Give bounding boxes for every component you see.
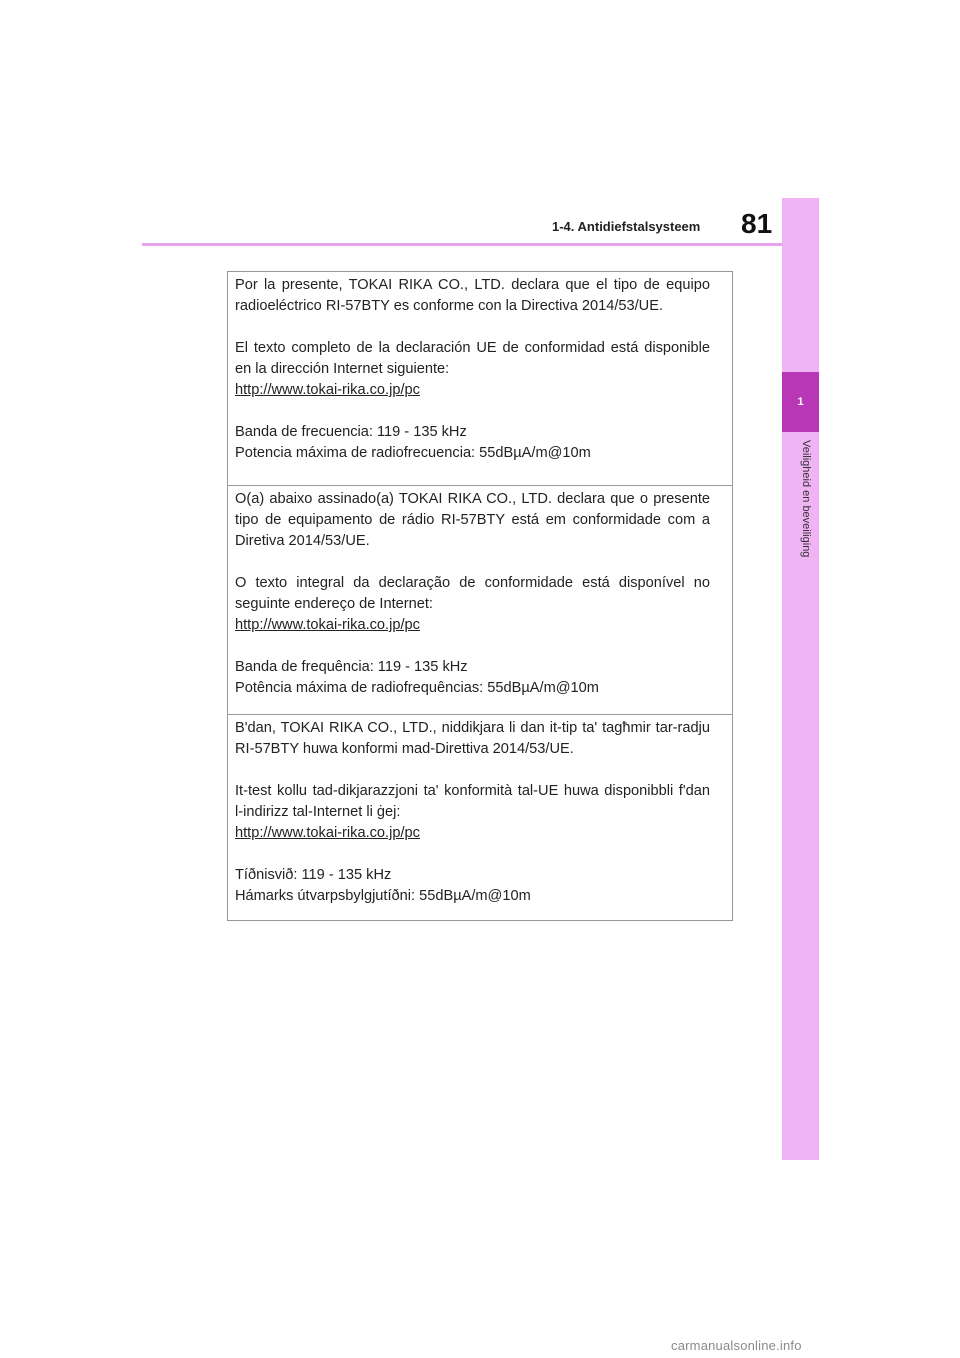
declaration-link[interactable]: http://www.tokai-rika.co.jp/pc	[235, 825, 420, 841]
section-heading: 1-4. Antidiefstalsysteem	[552, 219, 701, 234]
declaration-availability	[235, 781, 710, 844]
declaration-text: B'dan, TOKAI RIKA CO., LTD., niddikjara li dan it-tip ta' tagħmir tar-radju RI-57BTY huwa konformi mad-Direttiva 2014/53/UE.	[235, 720, 710, 757]
page-number: 81	[741, 208, 773, 239]
radio-specs	[235, 422, 710, 464]
declaration-availability	[235, 338, 710, 401]
max-power: Hámarks útvarpsbylgjutíðni: 55dBµA/m@10m	[235, 888, 531, 904]
declaration-section-spanish	[228, 275, 732, 464]
chapter-number: 1	[797, 396, 804, 408]
availability-text: It-test kollu tad-dikjarazzjoni ta' konformità tal-UE huwa disponibbli f'dan l-indirizz tal-Internet li ġej:	[235, 783, 710, 820]
declaration-text: O(a) abaixo assinado(a) TOKAI RIKA CO., LTD. declara que o presente tipo de equipamento de rádio RI-57BTY está em conformidade com a Diretiva 2014/53/UE.	[235, 491, 710, 549]
header-divider	[142, 243, 782, 246]
chapter-label: Veiligheid en beveiliging	[800, 440, 812, 558]
chapter-tab	[782, 372, 819, 432]
availability-text: O texto integral da declaração de conformidade está disponível no seguinte endereço de Internet:	[235, 575, 710, 612]
frequency-band: Banda de frecuencia: 119 - 135 kHz	[235, 424, 467, 440]
availability-text: El texto completo de la declaración UE de conformidad está disponible en la dirección Internet siguiente:	[235, 340, 710, 377]
frequency-band: Tíðnisvið: 119 - 135 kHz	[235, 867, 392, 883]
radio-specs	[235, 865, 710, 907]
max-power: Potência máxima de radiofrequências: 55dBµA/m@10m	[235, 680, 599, 696]
declaration-link[interactable]: http://www.tokai-rika.co.jp/pc	[235, 382, 420, 398]
declaration-link[interactable]: http://www.tokai-rika.co.jp/pc	[235, 617, 420, 633]
max-power: Potencia máxima de radiofrecuencia: 55dBµA/m@10m	[235, 445, 591, 461]
frequency-band: Banda de frequência: 119 - 135 kHz	[235, 659, 468, 675]
watermark: carmanualsonline.info	[671, 1338, 802, 1353]
declaration-text: Por la presente, TOKAI RIKA CO., LTD. declara que el tipo de equipo radioeléctrico RI-57BTY es conforme con la Directiva 2014/53/UE.	[235, 277, 710, 314]
declaration-availability	[235, 573, 710, 636]
radio-specs	[235, 657, 710, 699]
declaration-section-maltese	[228, 714, 732, 907]
chapter-sidebar	[782, 198, 819, 1160]
declaration-section-portuguese	[228, 485, 732, 699]
declaration-box	[227, 271, 733, 921]
